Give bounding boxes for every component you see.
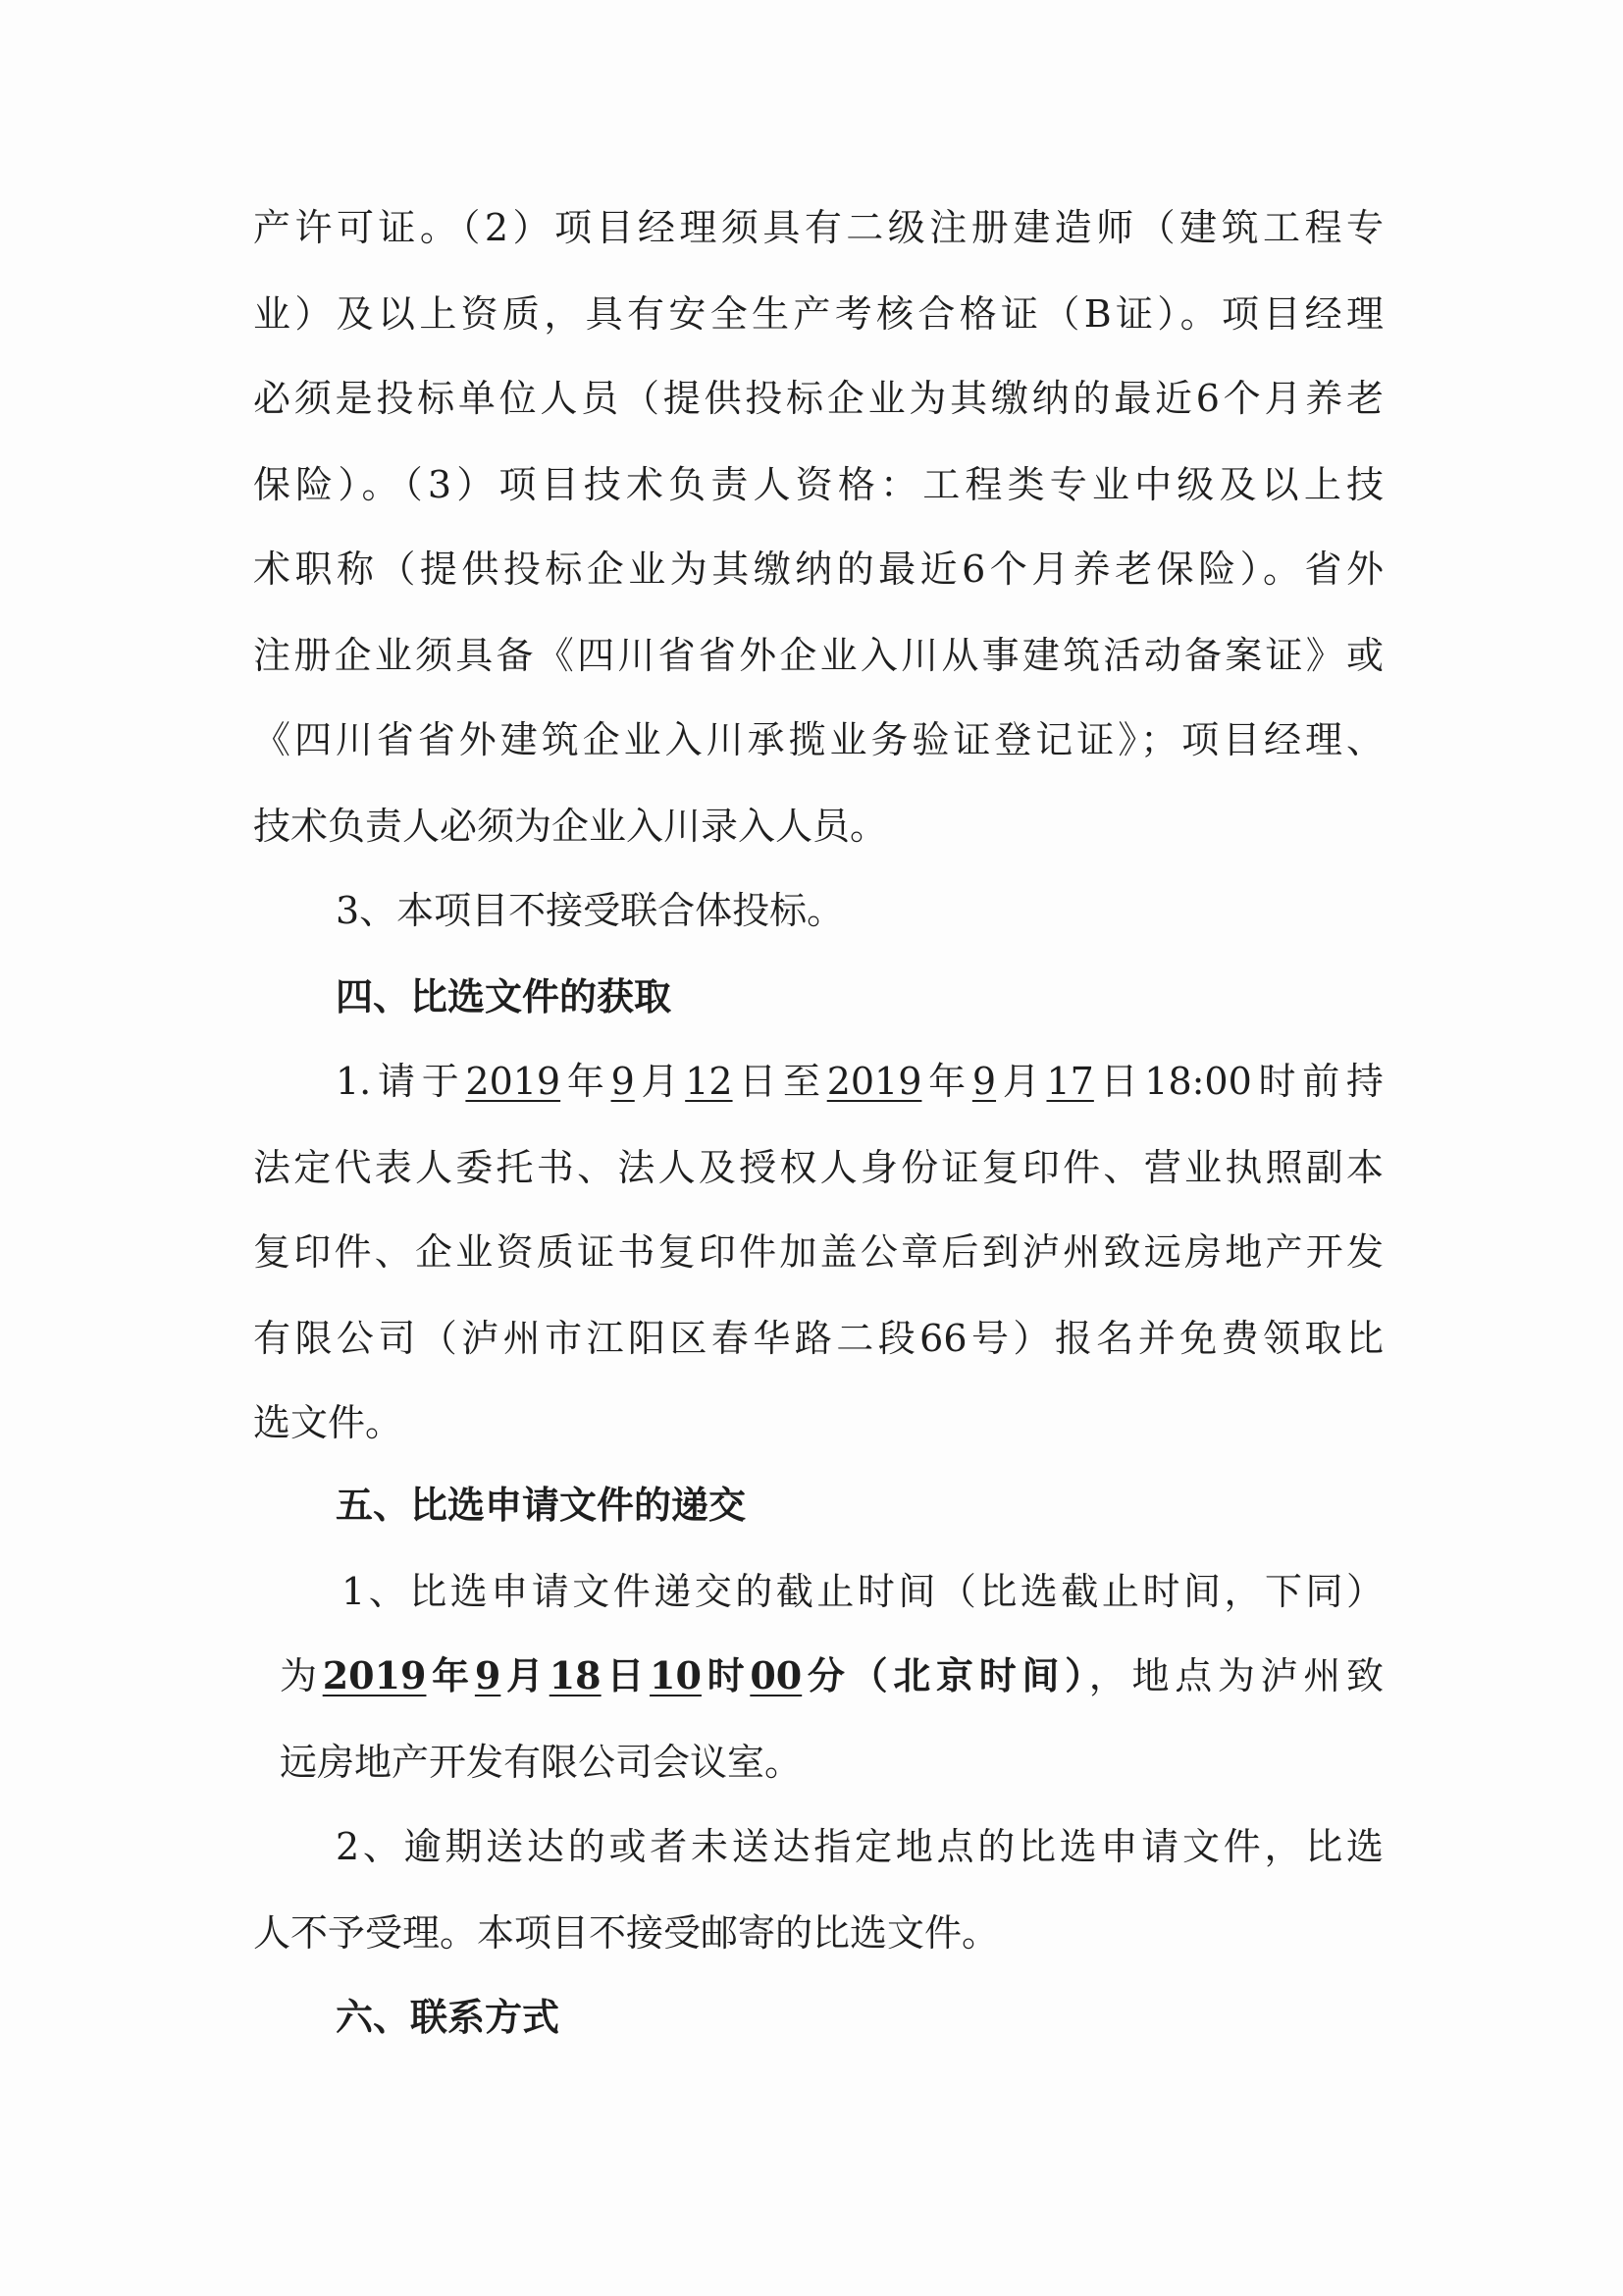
text-segment: 日18:00时前持 bbox=[1093, 1060, 1384, 1103]
text-line bbox=[253, 715, 1384, 764]
text-segment: 为 bbox=[280, 1654, 323, 1697]
text-segment: 五、比选申请文件的递交 bbox=[336, 1483, 747, 1527]
text-line bbox=[253, 460, 1384, 509]
text-line bbox=[253, 1314, 1384, 1363]
text-line bbox=[253, 802, 1384, 851]
underlined-value: 2019 bbox=[826, 1060, 922, 1103]
text-segment: ，地点为泸州致 bbox=[1088, 1654, 1384, 1697]
text-segment: 有限公司（泸州市江阳区春华路二段66号）报名并免费领取比 bbox=[253, 1317, 1384, 1360]
text-segment: 1、比选申请文件递交的截止时间（比选截止时间，下同） bbox=[341, 1570, 1384, 1613]
text-line bbox=[280, 1738, 1384, 1787]
text-line bbox=[336, 1057, 1384, 1106]
text-segment: 法定代表人委托书、法人及授权人身份证复印件、营业执照副本 bbox=[253, 1146, 1384, 1189]
text-segment: 日 bbox=[601, 1653, 651, 1697]
text-segment: 人不予受理。本项目不接受邮寄的比选文件。 bbox=[253, 1911, 1000, 1955]
text-line bbox=[280, 1651, 1384, 1700]
text-segment: 必须是投标单位人员（提供投标企业为其缴纳的最近6个月养老 bbox=[253, 377, 1384, 420]
text-segment: 3、本项目不接受联合体投标。 bbox=[336, 889, 845, 932]
text-segment: 业）及以上资质，具有安全生产考核合格证（B证）。项目经理 bbox=[253, 292, 1384, 336]
text-segment: 注册企业须具备《四川省省外企业入川从事建筑活动备案证》或 bbox=[253, 634, 1384, 677]
text-segment: 远房地产开发有限公司会议室。 bbox=[280, 1741, 803, 1784]
text-line bbox=[336, 886, 1384, 935]
text-segment: 选文件。 bbox=[253, 1401, 403, 1444]
underlined-value: 17 bbox=[1046, 1060, 1094, 1103]
underlined-value: 9 bbox=[971, 1060, 997, 1103]
text-line bbox=[253, 374, 1384, 423]
text-segment: 技术负责人必须为企业入川录入人员。 bbox=[253, 805, 888, 848]
section-heading bbox=[336, 1993, 1384, 2042]
text-line bbox=[253, 1227, 1384, 1277]
underlined-value: 2019 bbox=[465, 1060, 561, 1103]
text-segment: 时 bbox=[701, 1653, 751, 1697]
text-segment: 年 bbox=[560, 1060, 611, 1103]
text-segment: 2、逾期送达的或者未送达指定地点的比选申请文件，比选 bbox=[336, 1825, 1384, 1868]
section-heading bbox=[336, 1481, 1384, 1530]
text-line bbox=[253, 1908, 1384, 1957]
underlined-value: 9 bbox=[474, 1653, 501, 1697]
text-line bbox=[253, 1398, 1384, 1447]
section-heading bbox=[336, 972, 1384, 1021]
text-line bbox=[336, 1822, 1384, 1871]
text-segment: 月 bbox=[500, 1653, 550, 1697]
underlined-value: 2019 bbox=[322, 1653, 427, 1697]
text-line bbox=[253, 203, 1384, 252]
text-line bbox=[341, 1567, 1384, 1616]
text-segment: 复印件、企业资质证书复印件加盖公章后到泸州致远房地产开发 bbox=[253, 1230, 1384, 1274]
underlined-value: 12 bbox=[685, 1060, 733, 1103]
text-segment: 《四川省省外建筑企业入川承揽业务验证登记证》；项目经理、 bbox=[253, 718, 1384, 761]
text-segment: 年 bbox=[921, 1060, 972, 1103]
text-segment: 保险）。（3）项目技术负责人资格：工程类专业中级及以上技 bbox=[253, 463, 1384, 506]
text-segment: 六、联系方式 bbox=[336, 1995, 560, 2039]
text-line bbox=[253, 1143, 1384, 1192]
underlined-value: 10 bbox=[650, 1653, 702, 1697]
text-segment: 分（北京时间） bbox=[802, 1653, 1089, 1697]
text-line bbox=[253, 631, 1384, 680]
text-segment: 四、比选文件的获取 bbox=[336, 974, 672, 1018]
text-segment: 术职称（提供投标企业为其缴纳的最近6个月养老保险）。省外 bbox=[253, 548, 1384, 591]
text-segment: 日至 bbox=[732, 1060, 827, 1103]
underlined-value: 9 bbox=[610, 1060, 635, 1103]
text-segment: 产许可证。（2）项目经理须具有二级注册建造师（建筑工程专 bbox=[253, 206, 1384, 249]
text-segment: 月 bbox=[634, 1060, 686, 1103]
text-line bbox=[253, 545, 1384, 594]
underlined-value: 18 bbox=[549, 1653, 602, 1697]
underlined-value: 00 bbox=[750, 1653, 803, 1697]
text-segment: 月 bbox=[996, 1060, 1047, 1103]
text-segment: 年 bbox=[426, 1653, 475, 1697]
text-segment: 1.请于 bbox=[336, 1060, 466, 1103]
text-line bbox=[253, 289, 1384, 339]
